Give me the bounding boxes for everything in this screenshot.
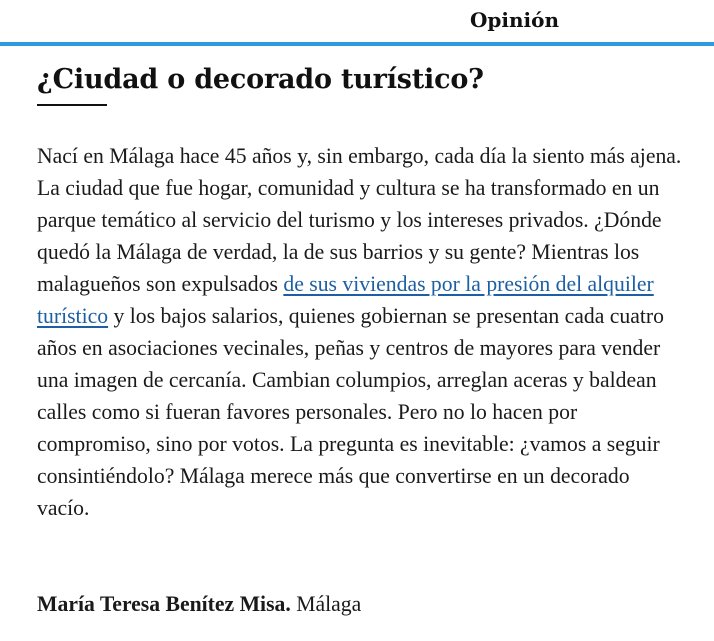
author-city: Málaga xyxy=(290,592,362,616)
article-body xyxy=(37,140,687,524)
author-signature xyxy=(37,588,361,620)
author-name: María Teresa Benítez Misa. xyxy=(37,592,291,616)
header-bar xyxy=(0,0,714,46)
body-text-part2: y los bajos salarios, quienes gobiernan se presentan cada cuatro años en asociaciones vecinales, peñas y centros de mayores para vender una imagen de cercanía. Cambian columpios, arreglan aceras y baldean calles como si fueran favores personales. Pero no lo hacen por compromiso, sino por votos. La pregunta es inevitable: ¿vamos a seguir consintiéndolo? Málaga merece más que convertirse en un decorado vacío. xyxy=(37,304,664,520)
title-underline xyxy=(37,104,107,106)
housing-article-link[interactable]: de sus viviendas por la presión del alquiler turístico xyxy=(37,272,654,328)
article-title: ¿Ciudad o decorado turístico? xyxy=(37,64,484,95)
section-label[interactable]: Opinión xyxy=(470,8,560,32)
body-text-part1: Nací en Málaga hace 45 años y, sin embargo, cada día la siento más ajena. La ciudad que fue hogar, comunidad y cultura se ha transformado en un parque temático al servicio del turismo y los intereses privados. ¿Dónde quedó la Málaga de verdad, la de sus barrios y su gente? Mientras los malagueños son expulsados xyxy=(37,144,682,296)
